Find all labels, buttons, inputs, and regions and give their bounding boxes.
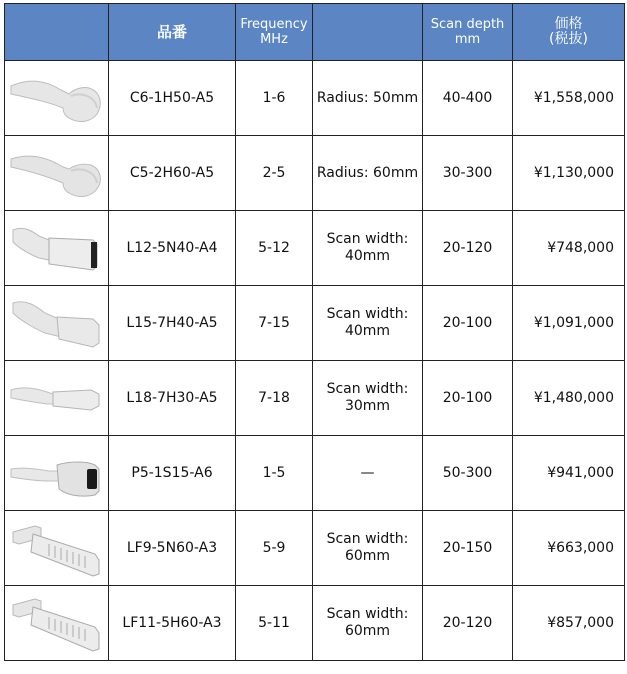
header-model: 品番 (109, 4, 236, 61)
size-line1: Scan width: (326, 231, 409, 247)
linear-probe-icon (9, 214, 105, 282)
price-cell: ¥1,480,000 (513, 361, 625, 436)
frequency-cell: 1-5 (236, 436, 313, 511)
model-cell: L15-7H40-A5 (109, 286, 236, 361)
size-cell (313, 136, 423, 211)
header-row (5, 4, 625, 61)
header-image (5, 4, 109, 61)
depth-cell: 50-300 (423, 436, 513, 511)
size-cell (313, 361, 423, 436)
table-row (5, 436, 625, 511)
size-line1: Scan width: (326, 381, 409, 397)
header-price-line1: 価格 (554, 16, 583, 32)
header-size (313, 4, 423, 61)
linear-probe-icon (9, 364, 105, 432)
probe-image-cell (5, 361, 109, 436)
size-line1: Scan width: (326, 306, 409, 322)
size-line2: 40mm (344, 323, 391, 339)
depth-cell: 20-120 (423, 586, 513, 661)
size-line2: 60mm (344, 623, 391, 639)
table-row (5, 136, 625, 211)
size-line2: 30mm (344, 398, 391, 414)
header-depth-line2: mm (454, 32, 481, 47)
probe-image-cell (5, 286, 109, 361)
size-line1: Scan width: (326, 606, 409, 622)
table-row (5, 61, 625, 136)
linear-probe-icon (9, 289, 105, 357)
header-depth-line1: Scan depth (430, 17, 505, 32)
table-row (5, 586, 625, 661)
frequency-cell: 5-9 (236, 511, 313, 586)
price-cell: ¥1,558,000 (513, 61, 625, 136)
size-cell (313, 436, 423, 511)
price-cell: ¥1,130,000 (513, 136, 625, 211)
size-line2: 60mm (344, 548, 391, 564)
frequency-cell: 5-11 (236, 586, 313, 661)
table-row (5, 286, 625, 361)
header-price (513, 4, 625, 61)
price-cell: ¥941,000 (513, 436, 625, 511)
probe-spec-table (4, 3, 625, 661)
frequency-cell: 5-12 (236, 211, 313, 286)
model-cell: C6-1H50-A5 (109, 61, 236, 136)
depth-cell: 20-100 (423, 361, 513, 436)
table-row (5, 211, 625, 286)
frequency-cell: 1-6 (236, 61, 313, 136)
depth-cell: 40-400 (423, 61, 513, 136)
header-frequency (236, 4, 313, 61)
depth-cell: 20-150 (423, 511, 513, 586)
model-cell: L18-7H30-A5 (109, 361, 236, 436)
header-price-line2: (税抜) (549, 31, 588, 47)
convex-probe-icon (9, 64, 105, 132)
price-cell: ¥663,000 (513, 511, 625, 586)
frequency-cell: 7-15 (236, 286, 313, 361)
size-cell (313, 211, 423, 286)
depth-cell: 20-100 (423, 286, 513, 361)
phased-probe-icon (9, 439, 105, 507)
header-frequency-line2: MHz (260, 32, 288, 47)
price-cell: ¥748,000 (513, 211, 625, 286)
size-cell (313, 286, 423, 361)
frequency-cell: 7-18 (236, 361, 313, 436)
model-cell: LF11-5H60-A3 (109, 586, 236, 661)
model-cell: LF9-5N60-A3 (109, 511, 236, 586)
size-line1: Radius: 50mm (316, 89, 419, 106)
size-cell (313, 511, 423, 586)
size-line1: Scan width: (326, 531, 409, 547)
size-cell (313, 61, 423, 136)
price-cell: ¥857,000 (513, 586, 625, 661)
table-row (5, 511, 625, 586)
hockey-stick-probe-icon (9, 589, 105, 657)
model-cell: L12-5N40-A4 (109, 211, 236, 286)
probe-image-cell (5, 586, 109, 661)
model-cell: C5-2H60-A5 (109, 136, 236, 211)
table-row (5, 361, 625, 436)
header-depth (423, 4, 513, 61)
hockey-stick-probe-icon (9, 514, 105, 582)
probe-image-cell (5, 511, 109, 586)
price-cell: ¥1,091,000 (513, 286, 625, 361)
probe-image-cell (5, 211, 109, 286)
model-cell: P5-1S15-A6 (109, 436, 236, 511)
size-line1: — (360, 464, 375, 481)
size-line2: 40mm (344, 248, 391, 264)
frequency-cell: 2-5 (236, 136, 313, 211)
probe-image-cell (5, 61, 109, 136)
convex-probe-icon (9, 139, 105, 207)
depth-cell: 30-300 (423, 136, 513, 211)
depth-cell: 20-120 (423, 211, 513, 286)
size-cell (313, 586, 423, 661)
size-line1: Radius: 60mm (316, 164, 419, 181)
header-frequency-line1: Frequency (240, 17, 308, 32)
probe-image-cell (5, 436, 109, 511)
probe-image-cell (5, 136, 109, 211)
